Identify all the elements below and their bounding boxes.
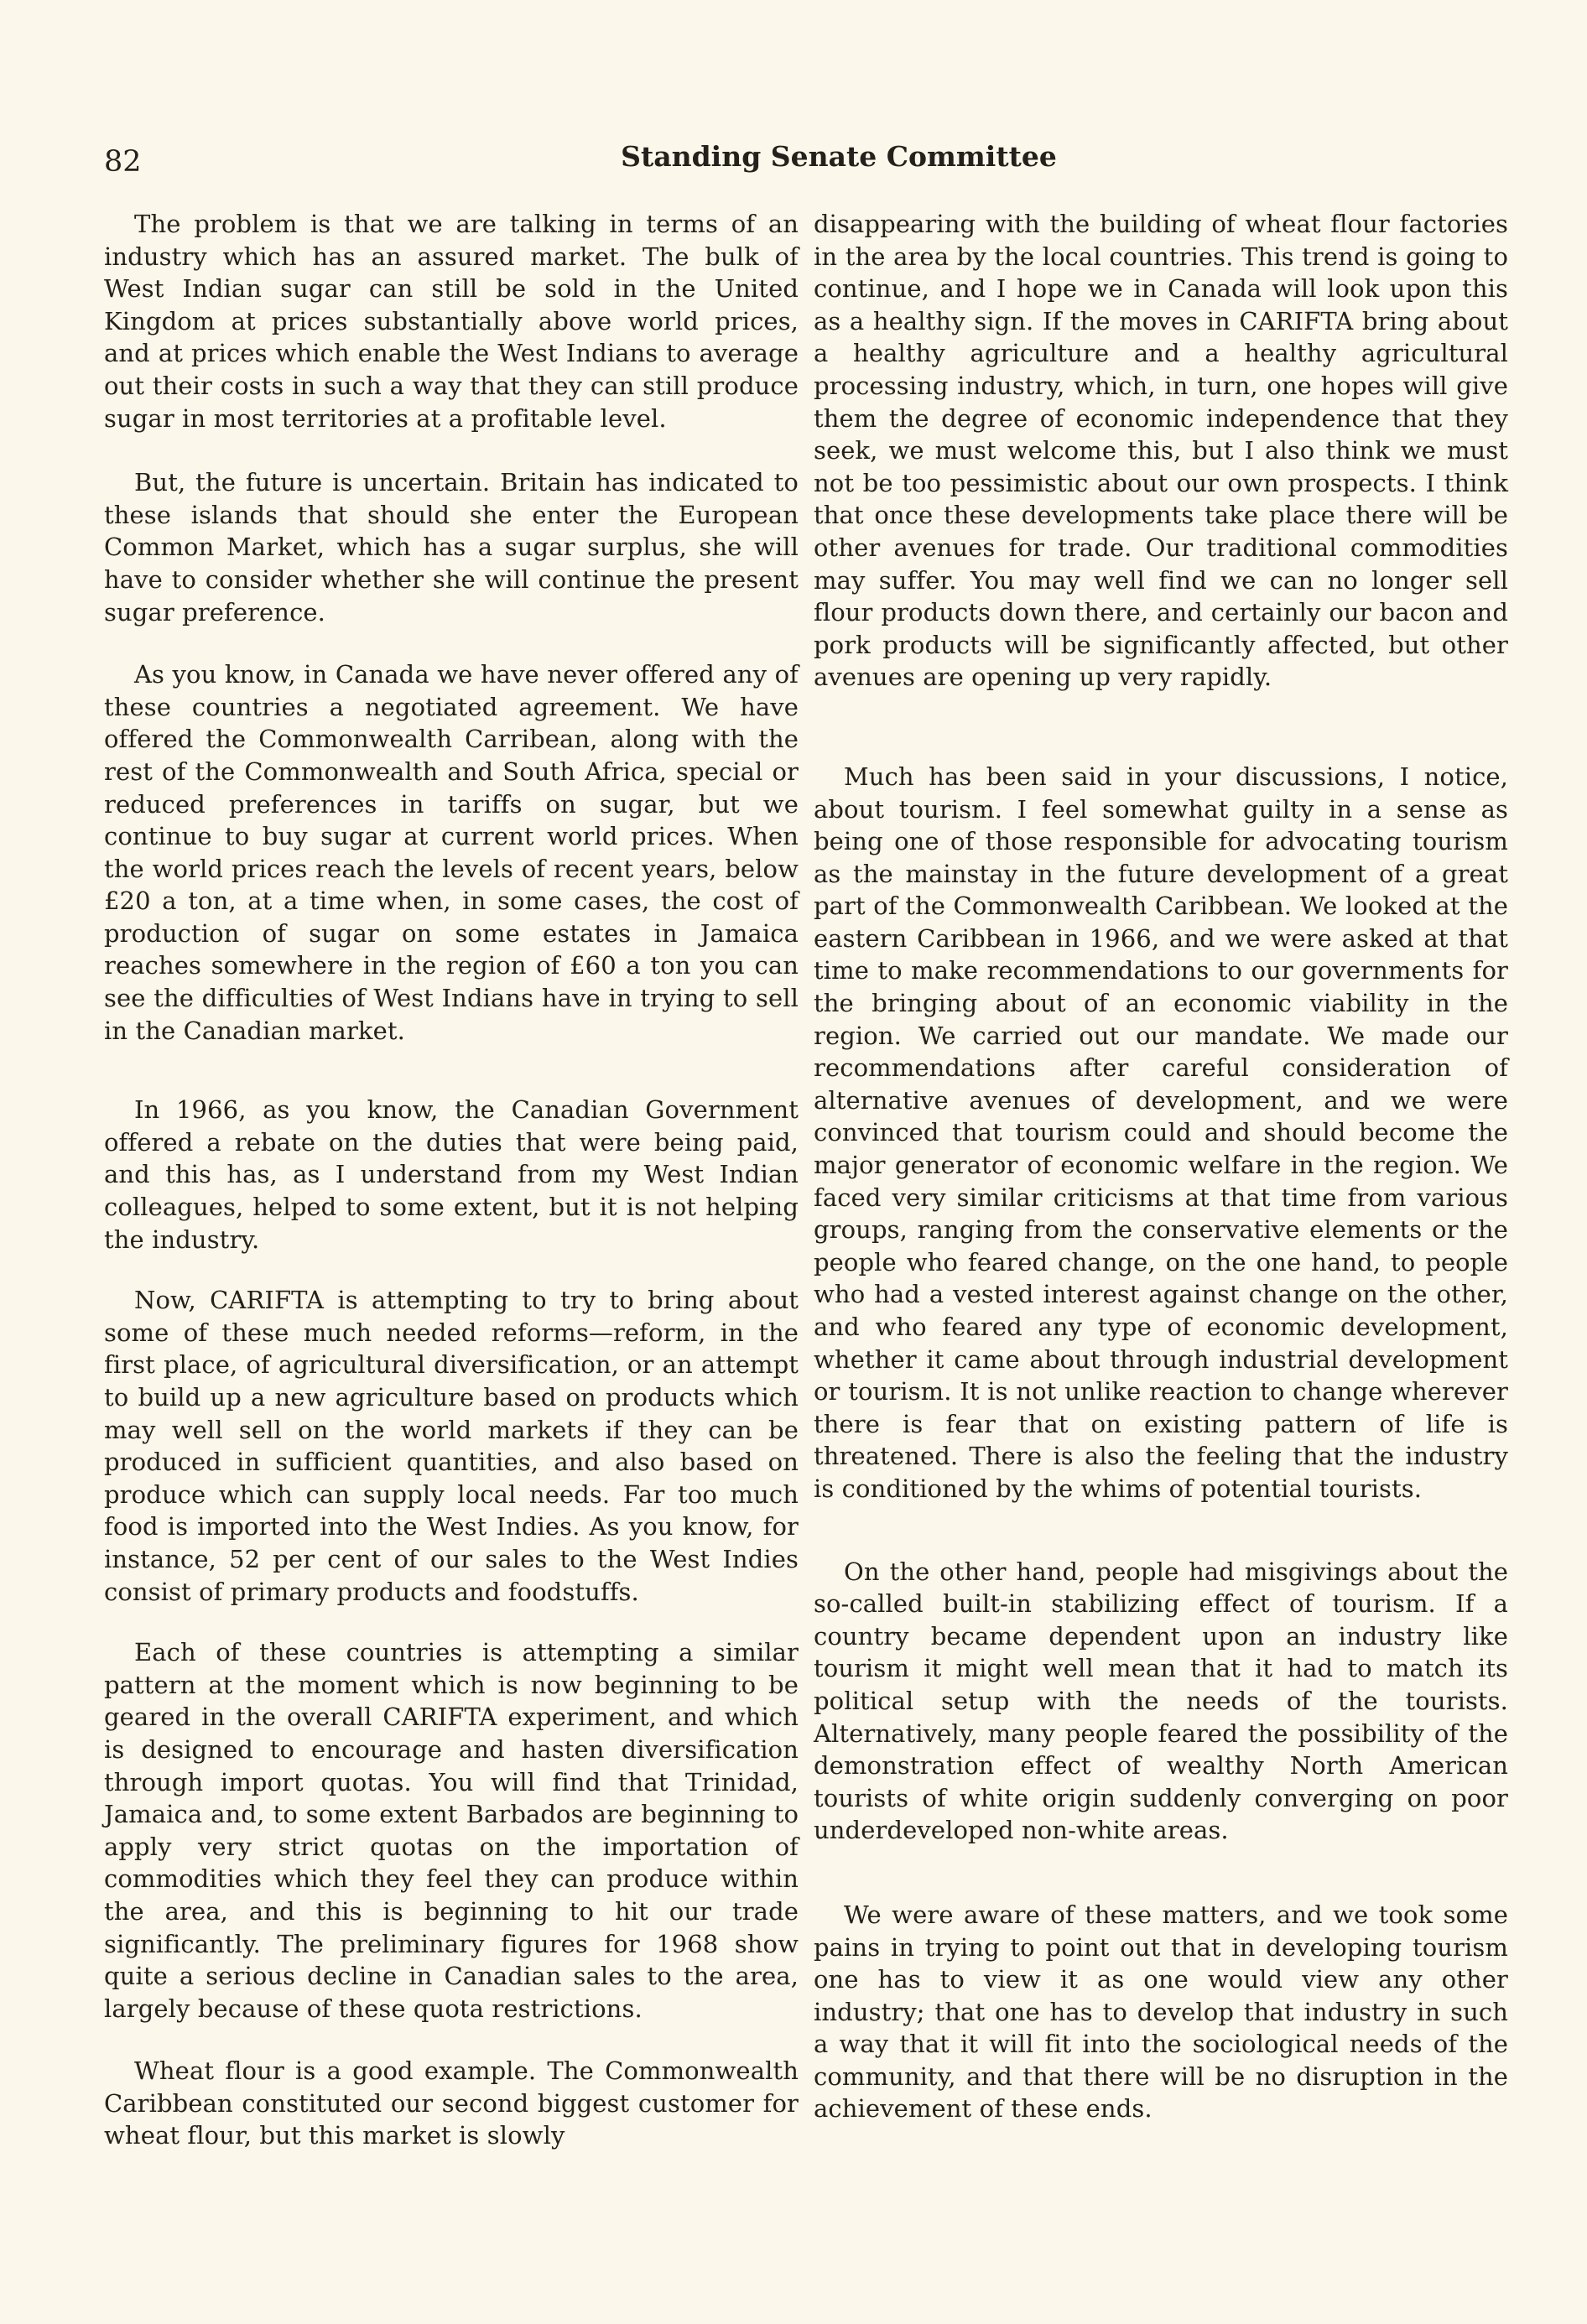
page-number: 82 — [104, 145, 142, 179]
paragraph: Much has been said in your discussions, I notice, about tourism. I feel somewhat guilty in a sense as being one of those responsible for advocating tourism as the mainstay in the future development of a great part of the Commonwealth Caribbean. We looked at the eastern Caribbean in 1966, and we were asked at that time to make recommendations to our governments for the bringing about of an economic viability in the region. We carried out our mandate. We made our recommendations after careful consideration of alternative avenues of development, and we were convinced that tourism could and should become the major generator of economic welfare in the region. We faced very similar criticisms at that time from various groups, ranging from the conservative elements or the people who feared change, on the one hand, to people who had a vested interest against change on the other, and who feared any type of economic development, whether it came about through industrial development or tourism. It is not unlike reaction to change wherever there is fear that on existing pattern of life is threatened. There is also the feeling that the industry is conditioned by the whims of potential tourists. — [814, 762, 1508, 1503]
paragraph: On the other hand, people had misgivings about the so-called built-in stabilizing effect of tourism. If a country became dependent upon an industry like tourism it might well mean that it had to match its political setup with the needs of the tourists. Alternatively, many people feared the possibility of the demonstration effect of wealthy North American tourists of white origin suddenly converging on poor underdeveloped non-white areas. — [814, 1557, 1508, 1845]
paragraph: In 1966, as you know, the Canadian Government offered a rebate on the duties that were being paid, and this has, as I understand from my West Indian colleagues, helped to some extent, but it is not helping the industry. — [104, 1095, 799, 1254]
right-column — [814, 208, 1508, 2125]
paragraph: Each of these countries is attempting a similar pattern at the moment which is now beginning to be geared in the overall CARIFTA experiment, and which is designed to encourage and hasten diversification through import quotas. You will find that Trinidad, Jamaica and, to some extent Barbados are beginning to apply very strict quotas on the importation of commodities which they feel they can produce within the area, and this is beginning to hit our trade significantly. The preliminary figures for 1968 show quite a serious decline in Canadian sales to the area, largely because of these quota restrictions. — [104, 1638, 799, 2023]
left-column — [104, 208, 799, 2152]
running-head-title: Standing Senate Committee — [621, 140, 1057, 173]
paragraph: We were aware of these matters, and we took some pains in trying to point out that in developing tourism one has to view it as one would view any other industry; that one has to develop that industry in such a way that it will fit into the sociological needs of the community, and that there will be no disruption in the achievement of these ends. — [814, 1900, 1508, 2124]
paragraph: As you know, in Canada we have never offered any of these countries a negotiated agreement. We have offered the Commonwealth Carribean, along with the rest of the Commonwealth and South Africa, special or reduced preferences in tariffs on sugar, but we continue to buy sugar at current world prices. When the world prices reach the levels of recent years, below £20 a ton, at a time when, in some cases, the cost of production of sugar on some estates in Jamaica reaches somewhere in the region of £60 a ton you can see the difficulties of West Indians have in trying to sell in the Canadian market. — [104, 660, 799, 1045]
paragraph: Wheat flour is a good example. The Commonwealth Caribbean constituted our second biggest customer for wheat flour, but this market is slowly — [104, 2056, 799, 2150]
paragraph: Now, CARIFTA is attempting to try to bring about some of these much needed reforms—reform, in the first place, of agricultural diversification, or an attempt to build up a new agriculture based on products which may well sell on the world markets if they can be produced in sufficient quantities, and also based on produce which can supply local needs. Far too much food is imported into the West Indies. As you know, for instance, 52 per cent of our sales to the West Indies consist of primary products and foodstuffs. — [104, 1286, 799, 1606]
paragraph-continuation: disappearing with the building of wheat flour factories in the area by the local countries. This trend is going to continue, and I hope we in Canada will look upon this as a healthy sign. If the moves in CARIFTA bring about a healthy agriculture and a healthy agricultural processing industry, which, in turn, one hopes will give them the degree of economic independence that they seek, we must welcome this, but I also think we must not be too pessimistic about our own prospects. I think that once these developments take place there will be other avenues for trade. Our traditional commodities may suffer. You may well find we can no longer sell flour products down there, and certainly our bacon and pork products will be significantly affected, but other avenues are opening up very rapidly. — [814, 210, 1508, 692]
paragraph: The problem is that we are talking in terms of an industry which has an assured market. The bulk of West Indian sugar can still be sold in the United Kingdom at prices substantially above world prices, and at prices which enable the West Indians to average out their costs in such a way that they can still produce sugar in most territories at a profitable level. — [104, 210, 799, 433]
paragraph: But, the future is uncertain. Britain has indicated to these islands that should she enter the European Common Market, which has a sugar surplus, she will have to consider whether she will continue the present sugar preference. — [104, 468, 799, 626]
